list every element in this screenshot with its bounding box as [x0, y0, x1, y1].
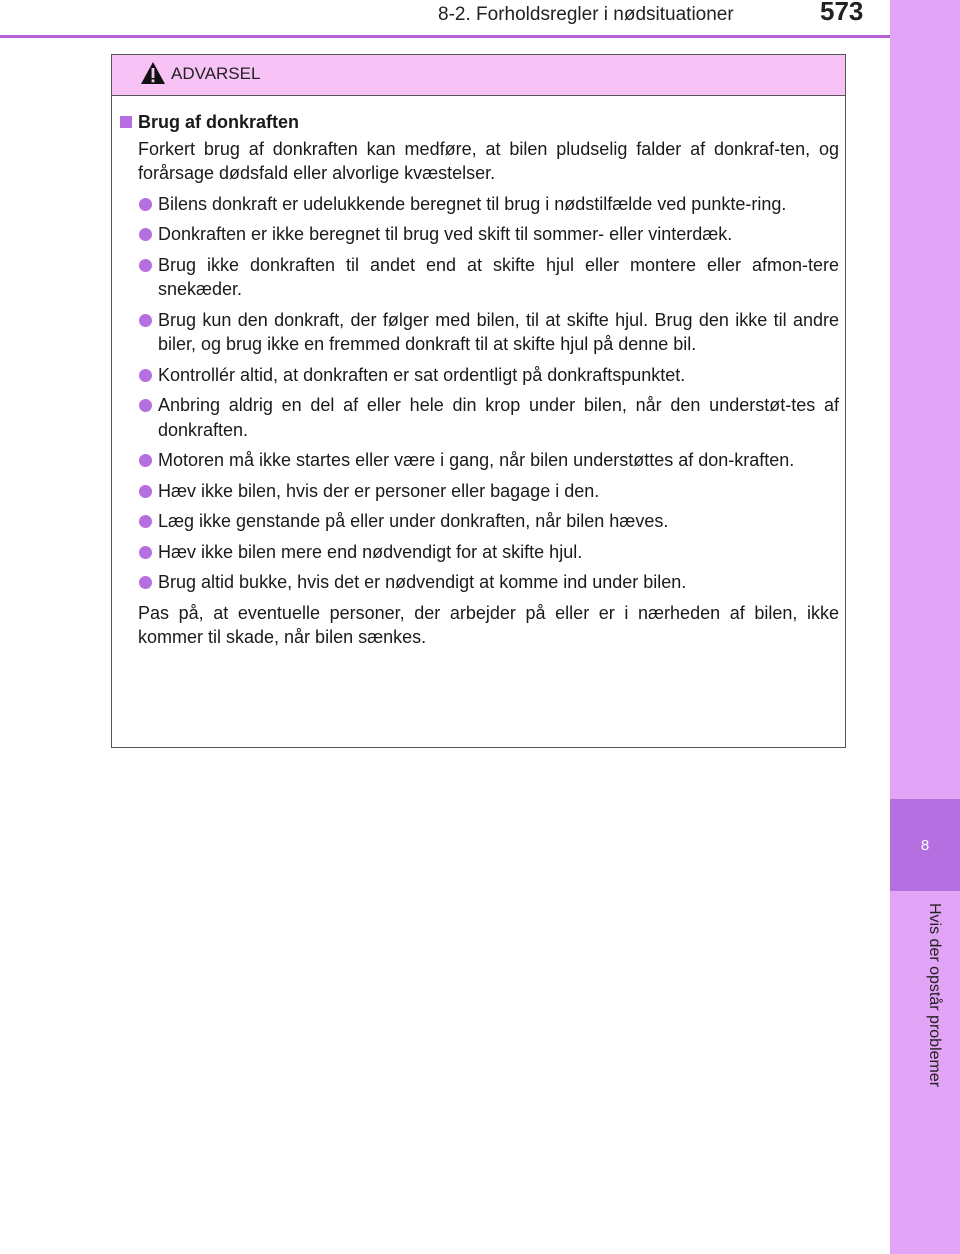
bullet-dot-icon [139, 259, 152, 272]
list-item [120, 540, 839, 565]
warning-header [112, 55, 845, 96]
list-item-text: Anbring aldrig en del af eller hele din krop under bilen, når den understøt-tes af donkraften. [158, 395, 839, 440]
bullet-dot-icon [139, 515, 152, 528]
chapter-number: 8 [920, 837, 930, 854]
bullet-dot-icon [139, 485, 152, 498]
bullet-dot-icon [139, 369, 152, 382]
warning-body [112, 96, 845, 650]
warning-box [111, 54, 846, 748]
list-item-text: Brug ikke donkraften til andet end at skifte hjul eller montere eller afmon-tere snekæder. [158, 254, 839, 299]
list-item-text: Bilens donkraft er udelukkende beregnet til brug i nødstilfælde ved punkte-ring. [158, 193, 787, 214]
bullet-dot-icon [139, 454, 152, 467]
list-item-text: Kontrollér altid, at donkraften er sat ordentligt på donkraftspunktet. [158, 364, 686, 385]
warning-label: ADVARSEL [171, 64, 261, 83]
list-item [120, 308, 839, 357]
list-item [120, 448, 839, 473]
intro-paragraph: Forkert brug af donkraften kan medføre, at bilen pludselig falder af donkraf-ten, og forårsage dødsfald eller alvorlige kvæstelser. [138, 138, 839, 183]
section-title [120, 110, 839, 135]
list-item-text: Donkraften er ikke beregnet til brug ved skift til sommer- eller vinterdæk. [158, 224, 733, 244]
list-item-text: Hæv ikke bilen, hvis der er personer eller bagage i den. [158, 480, 600, 501]
chapter-tab[interactable] [890, 799, 960, 891]
list-item-text: Hæv ikke bilen mere end nødvendigt for at skifte hjul. [158, 541, 583, 562]
bullet-dot-icon [139, 576, 152, 589]
bullet-dot-icon [139, 399, 152, 412]
bullet-dot-icon [139, 546, 152, 559]
warning-bullet-list [120, 192, 839, 595]
page-number: 573 [820, 0, 864, 26]
list-item-text: Læg ikke genstande på eller under donkraften, når bilen hæves. [158, 511, 669, 531]
list-item [120, 509, 839, 534]
running-header: 8-2. Forholdsregler i nødsituationer [438, 4, 734, 25]
chapter-label: Hvis der opstår problemer [926, 903, 943, 1088]
closing-paragraph: Pas på, at eventuelle personer, der arbejder på eller er i nærheden af bilen, ikke kommer til skade, når bilen sænkes. [138, 602, 839, 647]
list-item-text: Brug altid bukke, hvis det er nødvendigt at komme ind under bilen. [158, 572, 687, 592]
warning-triangle-icon [140, 61, 166, 90]
square-bullet-icon [120, 116, 132, 128]
bullet-dot-icon [139, 314, 152, 327]
list-item [120, 570, 839, 595]
bullet-dot-icon [139, 198, 152, 211]
bullet-dot-icon [139, 228, 152, 241]
list-item [120, 253, 839, 302]
list-item-text: Brug kun den donkraft, der følger med bilen, til at skifte hjul. Brug den ikke til andre biler, og brug ikke en fremmed donkraft til at skifte hjul på denne bil. [158, 309, 839, 354]
list-item [120, 479, 839, 504]
list-item [120, 393, 839, 442]
section-title-text: Brug af donkraften [138, 112, 300, 132]
list-item [120, 192, 839, 217]
list-item [120, 363, 839, 388]
list-item-text: Motoren må ikke startes eller være i gang, når bilen understøttes af don-kraften. [158, 450, 795, 470]
header-rule [0, 35, 890, 38]
list-item [120, 222, 839, 247]
